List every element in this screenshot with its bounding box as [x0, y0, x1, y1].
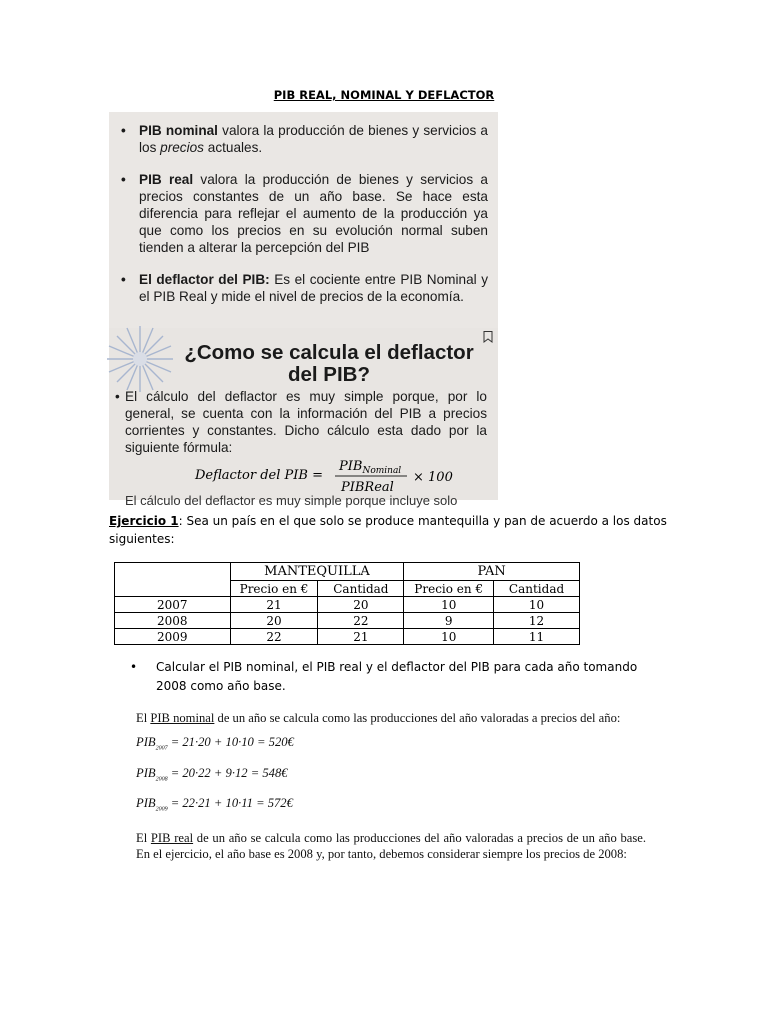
definition-tail: actuales.: [203, 140, 263, 155]
exercise-statement: [109, 512, 669, 548]
cutoff-text: El cálculo del deflactor es muy simple porque incluye solo: [125, 493, 458, 508]
table-corner-cell: [115, 563, 231, 597]
table-cell: 11: [494, 629, 580, 645]
table-row: [115, 597, 580, 613]
table-cell: 22: [318, 613, 404, 629]
exercise-text: : Sea un país en el que solo se produce mantequilla y pan de acuerdo a los datos siguientes:: [109, 514, 667, 546]
table-group-header: MANTEQUILLA: [230, 563, 404, 581]
term-pib-nominal: PIB nominal: [139, 123, 218, 138]
table-subheader: Cantidad: [494, 581, 580, 597]
bullet-pib-nominal: [117, 122, 488, 156]
table-group-header: PAN: [404, 563, 580, 581]
table-year: 2009: [115, 629, 231, 645]
definition-text: valora la producción de bienes y servicios a precios constantes de un año base. Se hace esta diferencia para reflejar el aumento de la producción ya que como los precios en su evolución normal suben tienden a alterar la percepción del PIB: [139, 172, 488, 255]
definition-italic: precios: [160, 140, 204, 155]
formula-description: El cálculo del deflactor es muy simple porque, por lo general, se cuenta con la información del PIB a precios corrientes y constantes. Dicho cálculo esta dado por la siguiente fórmula:: [125, 389, 487, 455]
slide-formula: [109, 328, 498, 508]
equation-2009: $PIB_{2009} = 22\cdot 21 + 10\cdot 11$ = 572€: [136, 796, 293, 813]
table-cell: 20: [230, 613, 318, 629]
table-header-row: [115, 563, 580, 581]
table-cell: 12: [494, 613, 580, 629]
solution-section: [136, 710, 646, 862]
bullet-pib-real: [117, 171, 488, 256]
table-year: 2008: [115, 613, 231, 629]
deflactor-formula: [195, 455, 495, 495]
bullet-dot-icon: •: [130, 660, 138, 674]
sunburst-icon: [105, 324, 175, 394]
term-pib-real: PIB real: [139, 172, 194, 187]
slide-formula-text: [115, 388, 487, 456]
term-deflactor: El deflactor del PIB:: [139, 272, 270, 287]
table-subheader: Precio en €: [404, 581, 494, 597]
bullet-deflactor: [117, 271, 488, 305]
definition-text: Es el cociente entre PIB Nominal y el PIB Real y mide el nivel de precios de la economía.: [139, 272, 488, 304]
table-cell: 22: [230, 629, 318, 645]
instruction-text: Calcular el PIB nominal, el PIB real y el deflactor del PIB para cada año tomando 2008 como año base.: [156, 660, 638, 693]
table-cell: 9: [404, 613, 494, 629]
table-cell: 10: [494, 597, 580, 613]
table-row: [115, 613, 580, 629]
page-title: PIB REAL, NOMINAL Y DEFLACTOR: [273, 88, 495, 102]
table-cell: 10: [404, 629, 494, 645]
equation-2008: $PIB_{2008} = 20\cdot 22 + 9\cdot 12$ = 548€: [136, 765, 288, 783]
formula-lhs: Deflactor del PIB =: [195, 468, 323, 483]
slide-definitions: [109, 112, 498, 328]
table-cell: 21: [230, 597, 318, 613]
solution-intro: El PIB nominal de un año se calcula como las producciones del año valoradas a precios del año:: [136, 711, 621, 725]
table-cell: 21: [318, 629, 404, 645]
bullet-dot-icon: •: [121, 272, 126, 287]
bullet-dot-icon: •: [115, 389, 120, 404]
formula-numerator: $PIB_{Nominal}$: [339, 459, 402, 476]
slide-formula-title: ¿Como se calcula el deflactor del PIB?: [184, 341, 474, 386]
table-cell: 10: [404, 597, 494, 613]
table-cell: 20: [318, 597, 404, 613]
data-table: [114, 562, 580, 645]
table-subheader: Cantidad: [318, 581, 404, 597]
term-pib-real-link: PIB real: [150, 830, 194, 845]
equation-2007: $PIB_{2007} = 21\cdot 20 + 10\cdot 10$ = 520€: [136, 735, 294, 752]
table-row: [115, 629, 580, 645]
formula-denominator: PIBReal: [341, 480, 394, 495]
exercise-label: Ejercicio 1: [109, 514, 179, 528]
solution-real-text: El PIB real de un año se calcula como las producciones del año valoradas a precios de un año base. En el ejercicio, el año base es 2008 y, por tanto, debemos considerar siempre los precios de 2008:: [136, 830, 646, 861]
bullet-dot-icon: •: [121, 172, 126, 187]
term-pib-nominal-link: PIB nominal: [150, 711, 215, 725]
table-subheader: Precio en €: [230, 581, 318, 597]
bullet-dot-icon: •: [121, 123, 126, 138]
definition-text: valora la producción de bienes y servicios a los: [139, 123, 488, 155]
instruction-bullet: [130, 658, 666, 696]
table-year: 2007: [115, 597, 231, 613]
formula-rhs: × 100: [413, 470, 453, 485]
